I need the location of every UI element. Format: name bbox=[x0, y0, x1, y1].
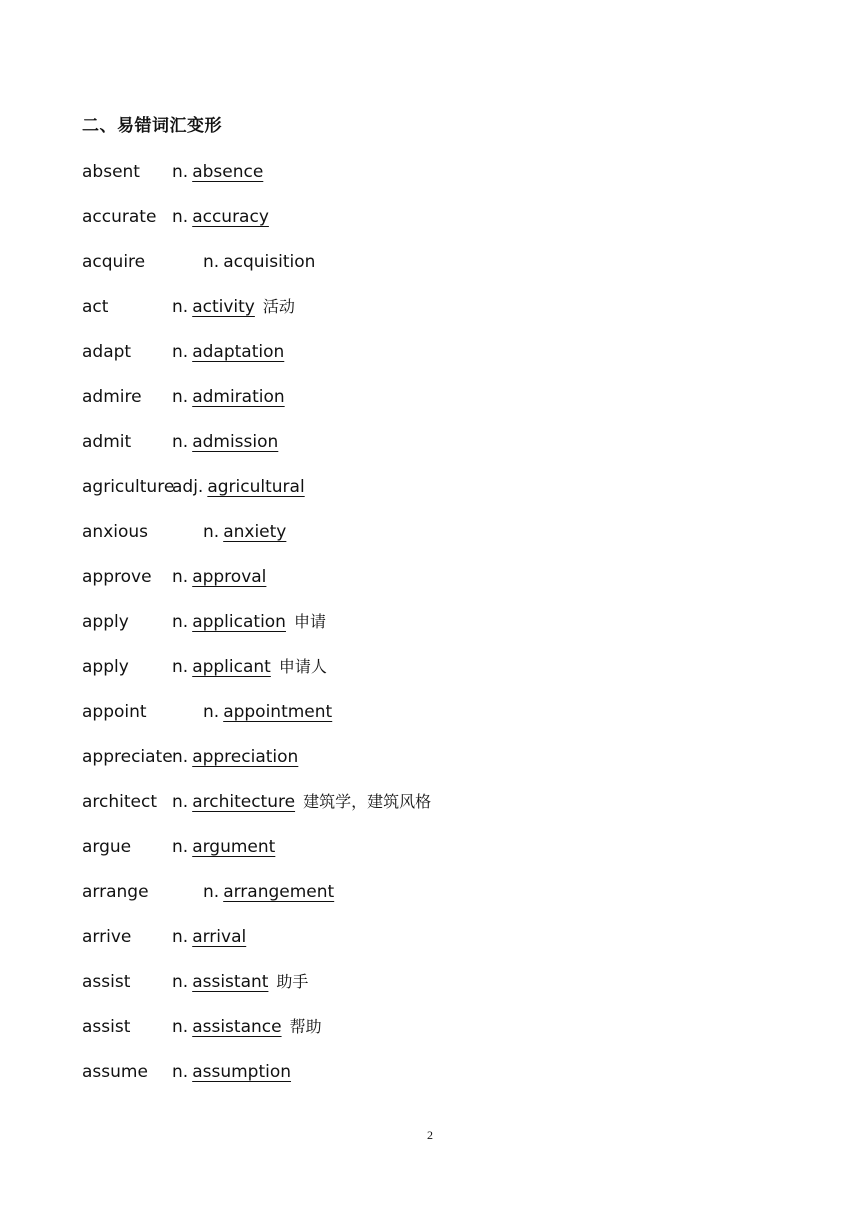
derived-form bbox=[203, 880, 334, 904]
derived-word: approval bbox=[192, 567, 267, 587]
part-of-speech: n. bbox=[172, 162, 189, 182]
vocab-row bbox=[82, 925, 782, 970]
vocab-row bbox=[82, 655, 782, 700]
chinese-meaning: 建筑学，建筑风格 bbox=[303, 792, 432, 811]
derived-word: argument bbox=[192, 837, 276, 857]
part-of-speech: n. bbox=[172, 207, 189, 227]
derived-word: assumption bbox=[192, 1062, 292, 1082]
derived-word: architecture bbox=[192, 792, 296, 812]
derived-form bbox=[172, 610, 326, 634]
vocab-row bbox=[82, 700, 782, 745]
derived-form bbox=[172, 385, 285, 409]
vocab-row bbox=[82, 160, 782, 205]
part-of-speech: n. bbox=[172, 342, 189, 362]
vocab-row bbox=[82, 340, 782, 385]
base-word: absent bbox=[82, 162, 140, 182]
part-of-speech: n. bbox=[172, 657, 189, 677]
derived-word: acquisition bbox=[223, 252, 316, 272]
base-word: adapt bbox=[82, 342, 132, 362]
vocab-row bbox=[82, 205, 782, 250]
part-of-speech: n. bbox=[172, 387, 189, 407]
derived-form bbox=[172, 340, 284, 364]
derived-word: appreciation bbox=[192, 747, 299, 767]
part-of-speech: n. bbox=[203, 252, 220, 272]
part-of-speech: n. bbox=[203, 522, 220, 542]
vocab-row bbox=[82, 880, 782, 925]
base-word: accurate bbox=[82, 207, 157, 227]
vocab-row bbox=[82, 835, 782, 880]
derived-word: agricultural bbox=[207, 477, 305, 497]
base-word: approve bbox=[82, 567, 152, 587]
derived-form bbox=[203, 520, 286, 544]
base-word: assist bbox=[82, 972, 131, 992]
part-of-speech: n. bbox=[172, 792, 189, 812]
base-word: assume bbox=[82, 1062, 148, 1082]
derived-form bbox=[172, 1060, 291, 1084]
derived-form bbox=[172, 970, 308, 994]
derived-form bbox=[172, 565, 266, 589]
derived-word: assistance bbox=[192, 1017, 282, 1037]
part-of-speech: n. bbox=[203, 702, 220, 722]
base-word: apply bbox=[82, 612, 129, 632]
derived-word: activity bbox=[192, 297, 255, 317]
derived-form bbox=[172, 790, 431, 814]
base-word: agriculture bbox=[82, 477, 175, 497]
base-word: appoint bbox=[82, 702, 147, 722]
derived-word: arrival bbox=[192, 927, 247, 947]
derived-word: accuracy bbox=[192, 207, 269, 227]
derived-form bbox=[172, 430, 278, 454]
vocab-row bbox=[82, 610, 782, 655]
base-word: argue bbox=[82, 837, 132, 857]
part-of-speech: n. bbox=[172, 612, 189, 632]
part-of-speech: n. bbox=[172, 972, 189, 992]
vocab-row bbox=[82, 1015, 782, 1060]
base-word: acquire bbox=[82, 252, 146, 272]
part-of-speech: n. bbox=[172, 747, 189, 767]
vocab-row bbox=[82, 520, 782, 565]
derived-form bbox=[203, 700, 332, 724]
part-of-speech: n. bbox=[172, 1017, 189, 1037]
part-of-speech: n. bbox=[172, 927, 189, 947]
derived-word: absence bbox=[192, 162, 264, 182]
part-of-speech: n. bbox=[172, 297, 189, 317]
derived-word: applicant bbox=[192, 657, 271, 677]
vocab-row bbox=[82, 790, 782, 835]
derived-word: application bbox=[192, 612, 286, 632]
derived-form bbox=[172, 160, 263, 184]
base-word: architect bbox=[82, 792, 158, 812]
vocab-row bbox=[82, 565, 782, 610]
derived-form bbox=[172, 835, 275, 859]
derived-word: admiration bbox=[192, 387, 285, 407]
derived-word: admission bbox=[192, 432, 279, 452]
derived-word: appointment bbox=[223, 702, 333, 722]
derived-form bbox=[172, 925, 246, 949]
derived-form bbox=[172, 655, 327, 679]
derived-form bbox=[172, 475, 305, 499]
chinese-meaning: 申请 bbox=[293, 612, 326, 631]
vocab-row bbox=[82, 475, 782, 520]
vocab-row bbox=[82, 970, 782, 1015]
derived-form bbox=[172, 1015, 322, 1039]
base-word: assist bbox=[82, 1017, 131, 1037]
part-of-speech: n. bbox=[172, 432, 189, 452]
chinese-meaning: 活动 bbox=[262, 297, 295, 316]
derived-form bbox=[172, 745, 298, 769]
base-word: appreciate bbox=[82, 747, 173, 767]
vocab-row bbox=[82, 385, 782, 430]
vocab-row bbox=[82, 1060, 782, 1105]
derived-form bbox=[172, 205, 269, 229]
vocabulary-list bbox=[82, 160, 782, 1105]
derived-form bbox=[172, 295, 295, 319]
chinese-meaning: 申请人 bbox=[278, 657, 327, 676]
vocab-row bbox=[82, 745, 782, 790]
part-of-speech: n. bbox=[172, 1062, 189, 1082]
derived-word: anxiety bbox=[223, 522, 287, 542]
base-word: admire bbox=[82, 387, 142, 407]
base-word: anxious bbox=[82, 522, 149, 542]
part-of-speech: n. bbox=[203, 882, 220, 902]
derived-word: assistant bbox=[192, 972, 269, 992]
section-title: 二、易错词汇变形 bbox=[82, 116, 222, 136]
vocab-row bbox=[82, 250, 782, 295]
base-word: arrive bbox=[82, 927, 132, 947]
base-word: arrange bbox=[82, 882, 149, 902]
part-of-speech: n. bbox=[172, 567, 189, 587]
part-of-speech: n. bbox=[172, 837, 189, 857]
derived-form bbox=[203, 250, 315, 274]
chinese-meaning: 助手 bbox=[276, 972, 309, 991]
vocab-row bbox=[82, 295, 782, 340]
page-number: 2 bbox=[427, 1128, 433, 1142]
base-word: admit bbox=[82, 432, 132, 452]
derived-word: adaptation bbox=[192, 342, 285, 362]
base-word: apply bbox=[82, 657, 129, 677]
vocab-row bbox=[82, 430, 782, 475]
derived-word: arrangement bbox=[223, 882, 335, 902]
part-of-speech: adj. bbox=[172, 477, 204, 497]
base-word: act bbox=[82, 297, 109, 317]
chinese-meaning: 帮助 bbox=[289, 1017, 322, 1036]
